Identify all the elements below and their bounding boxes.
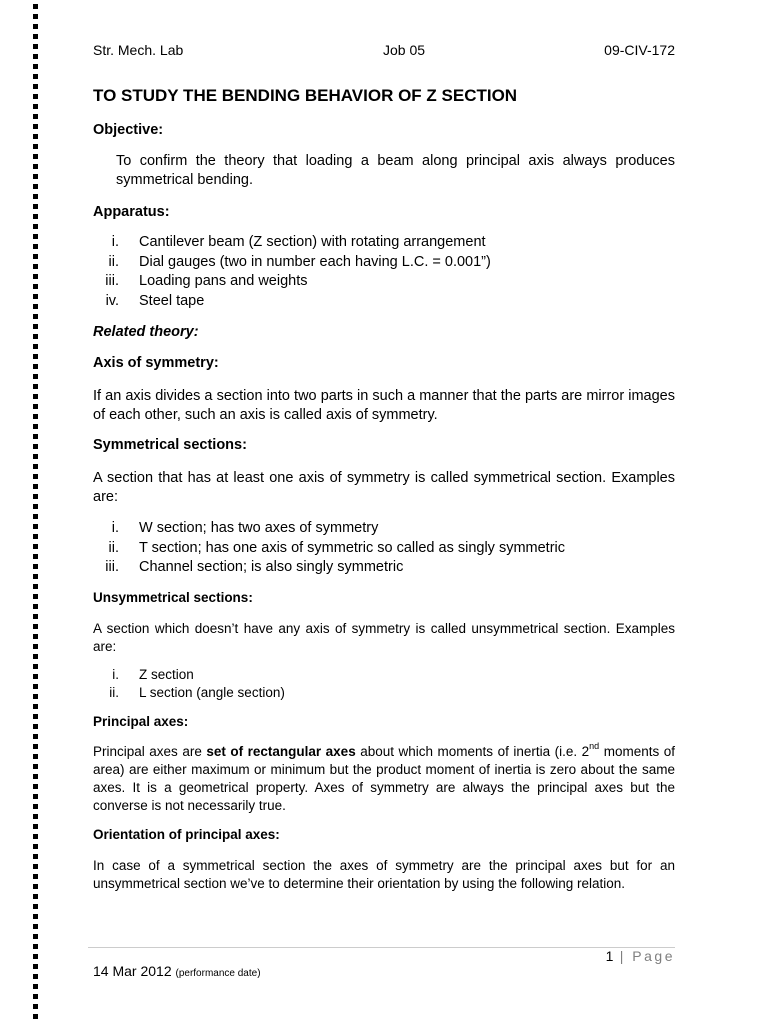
- list-number: ii.: [108, 539, 119, 556]
- performance-date: [93, 963, 261, 979]
- list-text: Channel section; is also singly symmetric: [139, 559, 404, 575]
- unsymmetrical-sections-text: A section which doesn’t have any axis of symmetry is called unsymmetrical section. Examples are:: [93, 621, 675, 654]
- header-roll-number: 09-CIV-172: [604, 42, 675, 58]
- apparatus-heading: Apparatus:: [93, 204, 170, 220]
- list-text: L section (angle section): [139, 685, 285, 700]
- list-number: iii.: [105, 559, 119, 575]
- list-text: W section; has two axes of symmetry: [139, 520, 379, 536]
- list-item: [93, 254, 675, 274]
- list-number: i.: [112, 667, 119, 682]
- orientation-text: In case of a symmetrical section the axes of symmetry are the principal axes but for an unsymmetrical section we’ve to determine their orientation by using the following relation.: [93, 858, 675, 891]
- orientation-heading: Orientation of principal axes:: [93, 827, 280, 842]
- objective-text: To confirm the theory that loading a beam along principal axis always produces symmetrical bending.: [116, 153, 675, 188]
- date-value: 14 Mar 2012: [93, 963, 172, 979]
- list-number: ii.: [109, 685, 119, 700]
- list-text: Z section: [139, 667, 194, 682]
- list-item: [93, 559, 675, 579]
- objective-heading: Objective:: [93, 122, 164, 138]
- list-item: [93, 520, 675, 540]
- principal-axes-text: [93, 743, 675, 815]
- list-text: Loading pans and weights: [139, 273, 308, 289]
- list-number: i.: [111, 234, 119, 250]
- binding-edge-dashes: [33, 4, 38, 1024]
- symmetrical-sections-text: A section that has at least one axis of symmetry is called symmetrical section. Examples are:: [93, 470, 675, 505]
- superscript-nd: nd: [589, 741, 600, 751]
- list-item: [93, 293, 675, 313]
- principal-text-part: Principal axes are: [93, 744, 207, 759]
- list-number: ii.: [108, 253, 119, 270]
- list-text: T section; has one axis of symmetric so called as singly symmetric: [139, 539, 566, 556]
- document-title: TO STUDY THE BENDING BEHAVIOR OF Z SECTION: [93, 86, 518, 105]
- header-course: Str. Mech. Lab: [93, 42, 184, 58]
- date-note: (performance date): [175, 968, 261, 979]
- axis-of-symmetry-heading: Axis of symmetry:: [93, 355, 219, 371]
- page-label: | Page: [613, 948, 675, 964]
- list-item: [93, 540, 675, 560]
- page-header: [93, 42, 675, 60]
- header-job: Job 05: [383, 42, 426, 58]
- list-item: [93, 273, 675, 293]
- list-number: i.: [111, 520, 119, 536]
- principal-axes-heading: Principal axes:: [93, 714, 189, 729]
- list-item: [93, 667, 675, 685]
- principal-text-part: about which moments of inertia (i.e. 2: [355, 744, 590, 759]
- page-number: [606, 948, 675, 964]
- list-number: iv.: [105, 292, 119, 309]
- related-theory-heading: Related theory:: [93, 324, 199, 340]
- symmetrical-sections-heading: Symmetrical sections:: [93, 437, 247, 453]
- apparatus-list: [93, 234, 675, 312]
- page-number-value: 1: [605, 948, 614, 964]
- axis-of-symmetry-text: If an axis divides a section into two parts in such a manner that the parts are mirror images of each other, such an axis is called axis of symmetry.: [93, 388, 675, 423]
- list-text: Steel tape: [139, 292, 205, 309]
- symmetrical-examples-list: [93, 520, 675, 579]
- list-text: Dial gauges (two in number each having L.C. = 0.001”): [139, 253, 491, 270]
- list-item: [93, 685, 675, 703]
- list-number: iii.: [105, 273, 119, 289]
- list-item: [93, 234, 675, 254]
- list-text: Cantilever beam (Z section) with rotating arrangement: [139, 234, 486, 250]
- unsymmetrical-examples-list: [93, 667, 675, 703]
- unsymmetrical-sections-heading: Unsymmetrical sections:: [93, 590, 253, 605]
- principal-text-part: moments of area) are either maximum or minimum but the product moment of inertia is zero about the same axes. It is a geometrical property. Axes of symmetry are always the principal axes but the converse is not necessarily true.: [93, 744, 675, 813]
- footer-divider: [88, 947, 675, 948]
- principal-bold-phrase: set of rectangular axes: [206, 744, 356, 759]
